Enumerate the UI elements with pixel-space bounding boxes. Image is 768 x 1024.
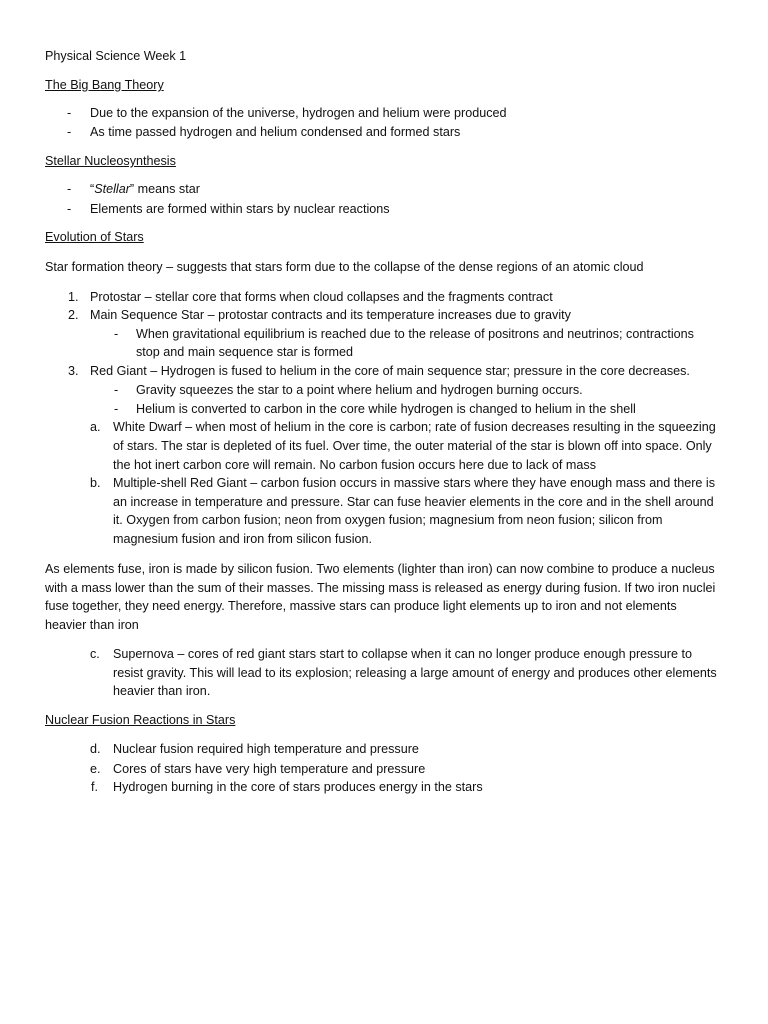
fusion-item: Cores of stars have very high temperature and pressure xyxy=(113,762,426,776)
evolution-intro: Star formation theory – suggests that stars form due to the collapse of the dense regions of an atomic cloud xyxy=(45,260,644,274)
document-title: Physical Science Week 1 xyxy=(45,49,187,63)
main-sequence-sub-line: When gravitational equilibrium is reached due to the release of positrons and neutrinos; contractions xyxy=(136,327,694,341)
list-letter: f. xyxy=(91,780,98,794)
white-dwarf-line: of stars. The star is depleted of its fuel. Over time, the outer material of the star is blown off into space. Only xyxy=(113,439,712,453)
fusion-item: Hydrogen burning in the core of stars produces energy in the stars xyxy=(113,780,483,794)
bullet-marker: - xyxy=(114,383,119,397)
supernova-line: resist gravity. This will lead to its explosion; releasing a large amount of energy and produces other elements xyxy=(113,666,717,680)
bullet-marker: - xyxy=(67,106,72,120)
red-giant-sub: Helium is converted to carbon in the core while hydrogen is changed to helium in the shell xyxy=(136,402,636,416)
bullet-marker: - xyxy=(67,125,72,139)
iron-paragraph-line: As elements fuse, iron is made by silicon fusion. Two elements (lighter than iron) can now combine to produce a nucleus xyxy=(45,562,715,576)
list-item-protostar: Protostar – stellar core that forms when cloud collapses and the fragments contract xyxy=(90,290,553,304)
bullet-marker: - xyxy=(114,327,119,341)
multiple-shell-line: magnesium fusion and iron from silicon fusion. xyxy=(113,532,372,546)
section-heading-evolution: Evolution of Stars xyxy=(45,230,144,244)
supernova-line: Supernova – cores of red giant stars start to collapse when it can no longer produce enough pressure to xyxy=(113,647,692,661)
main-sequence-sub-line: stop and main sequence star is formed xyxy=(136,345,354,359)
list-item-red-giant: Red Giant – Hydrogen is fused to helium in the core of main sequence star; pressure in the core decreases. xyxy=(90,364,690,378)
supernova-line: heavier than iron. xyxy=(113,684,211,698)
section-heading-stellar: Stellar Nucleosynthesis xyxy=(45,154,176,168)
stellar-italic-word: Stellar xyxy=(94,182,130,196)
list-letter: a. xyxy=(90,420,101,434)
iron-paragraph-line: with a mass lower than the sum of their masses. The missing mass is released as energy during fusion. If two iron nuclei xyxy=(45,581,716,595)
list-letter: d. xyxy=(90,742,101,756)
white-dwarf-line: White Dwarf – when most of helium in the core is carbon; rate of fusion decreases resulting in the squeezing xyxy=(113,420,716,434)
red-giant-sub: Gravity squeezes the star to a point where helium and hydrogen burning occurs. xyxy=(136,383,583,397)
quote-open: “ xyxy=(90,182,95,196)
bullet-marker: - xyxy=(67,202,72,216)
stellar-bullet-rest: ” means star xyxy=(129,182,200,196)
big-bang-bullet: As time passed hydrogen and helium condensed and formed stars xyxy=(90,125,461,139)
stellar-bullet-2: Elements are formed within stars by nuclear reactions xyxy=(90,202,390,216)
list-number: 3. xyxy=(68,364,79,378)
list-number: 2. xyxy=(68,308,79,322)
fusion-item: Nuclear fusion required high temperature and pressure xyxy=(113,742,419,756)
multiple-shell-line: Multiple-shell Red Giant – carbon fusion occurs in massive stars where they have enough mass and there is xyxy=(113,476,716,490)
multiple-shell-line: an increase in temperature and pressure. Star can fuse heavier elements in the core and in the shell around xyxy=(113,495,714,509)
white-dwarf-line: the hot inert carbon core will remain. No carbon fusion occurs here due to lack of mass xyxy=(113,458,596,472)
list-item-main-sequence: Main Sequence Star – protostar contracts and its temperature increases due to gravity xyxy=(90,308,571,322)
stellar-bullet-1 xyxy=(90,180,200,198)
bullet-marker: - xyxy=(67,182,72,196)
section-heading-fusion: Nuclear Fusion Reactions in Stars xyxy=(45,713,236,727)
list-number: 1. xyxy=(68,290,79,304)
multiple-shell-line: it. Oxygen from carbon fusion; neon from oxygen fusion; magnesium from neon fusion; silicon from xyxy=(113,513,663,527)
list-letter: e. xyxy=(90,762,101,776)
big-bang-bullet: Due to the expansion of the universe, hydrogen and helium were produced xyxy=(90,106,507,120)
iron-paragraph-line: fuse together, they need energy. Therefore, massive stars can produce light elements up to iron and not elements xyxy=(45,599,677,613)
bullet-marker: - xyxy=(114,402,119,416)
iron-paragraph-line: heavier than iron xyxy=(45,618,139,632)
list-letter: c. xyxy=(90,647,100,661)
list-letter: b. xyxy=(90,476,101,490)
section-heading-big-bang: The Big Bang Theory xyxy=(45,78,164,92)
